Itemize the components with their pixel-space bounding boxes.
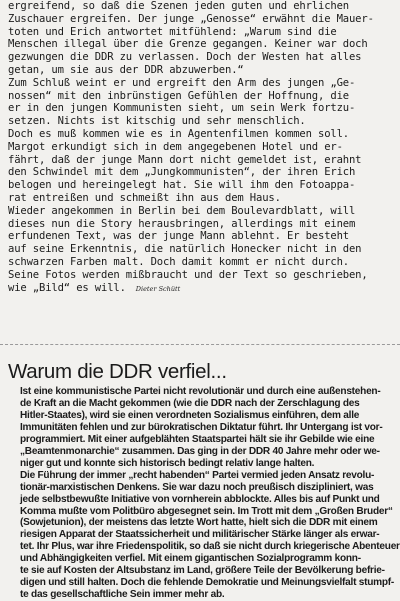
article-line: Hitler-Staates), wird sie einen verordneten Sozialismus einführen, dem alle [20, 409, 360, 421]
article-line: te das gesellschaftliche Sein immer mehr ab. [20, 589, 225, 601]
review-line: erfundenen Text, was der junge Mann ablehnt. Er besteht [8, 230, 349, 243]
section-divider [0, 344, 400, 345]
review-text-block [8, 0, 396, 295]
review-line: Zum Schluß weint er und ergreift den Arm des jungen „Ge- [8, 76, 356, 89]
article-section [0, 360, 400, 601]
review-line: toten und Erich antwortet mitfühlend: „Warum sind die [8, 25, 337, 38]
review-line: setzen. Nichts ist kitschig und sehr menschlich. [8, 115, 306, 128]
article-line: und Abhängigkeiten verfiel. Mit einem gigantischen Sozialprogramm konn- [20, 553, 361, 565]
review-line: belogen und hereingelegt hat. Sie will ihm den Fotoappa- [8, 179, 356, 192]
review-line: gezwungen die DDR zu verlassen. Doch der Westen hat alles [8, 51, 362, 64]
article-headline: Warum die DDR verfiel... [8, 360, 227, 383]
article-line: te sie auf Kosten der Altsubstanz im Land, größere Teile der Bevölkerung befrie- [20, 565, 385, 577]
article-line: Ist eine kommunistische Partei nicht revolutionär und durch eine außenstehen- [20, 386, 381, 397]
article-line: jede selbstbewußte Initiative von vornherein abblockte. Alles bis auf Punkt und [20, 493, 380, 505]
article-body [20, 386, 400, 601]
article-line: niger gut und konnte sich historisch bedingt relativ lange halten. [20, 457, 315, 469]
article-line: tionär-marxistischen Denkens. Sie war dazu noch preußisch diszipliniert, was [20, 481, 374, 493]
review-line: er in den jungen Kommunisten sieht, um sein Werk fortzu- [8, 102, 356, 115]
review-line: den Schwindel mit dem „Jungkommunisten“, der ihren Erich [8, 166, 356, 179]
review-closing-text: wie „Bild“ es will. [8, 281, 126, 294]
review-line: fährt, daß der junge Mann dort nicht gemeldet ist, erahnt [8, 153, 362, 166]
article-line: tet. Ihr Plus, war ihre Friedenspolitik, so daß sie nicht durch kriegerische Abenteuer [20, 541, 400, 553]
article-line: Immunitäten fehlen und zur bürokratischen Diktatur führt. Ihr Untergang ist vor- [20, 421, 383, 433]
review-line: schwarzen Farben malt. Doch damit kommt er nicht durch. [8, 255, 349, 268]
review-line: ergreifend, so daß die Szenen jeden guten und ehrlichen [8, 0, 349, 12]
article-line: Die Führung der immer „recht habenden“ Partei vermied jeden Ansatz revolu- [20, 469, 375, 481]
review-line: Margot erkundigt sich in dem angegebenen Hotel und er- [8, 140, 343, 153]
review-line: Seine Fotos werden mißbraucht und der Text so geschrieben, [8, 268, 368, 281]
article-line: (Sowjetunion), der meistens das letzte Wort hatte, hielt sich die DDR mit einem [20, 517, 378, 529]
article-line: digen und still halten. Doch die fehlende Demokratie und Meinungsvielfalt stumpf- [20, 577, 395, 589]
article-line: Komma mußte vom Politbüro abgesegnet sein. Im Trott mit dem „Großen Bruder“ [20, 505, 393, 517]
review-last-line [8, 282, 396, 296]
article-line: programmiert. Mit einer aufgeblähten Staatspartei hält sie ihr Gebilde wie eine [20, 433, 375, 445]
review-line: Doch es muß kommen wie es in Agentenfilmen kommen soll. [8, 127, 349, 140]
review-line: auf seine Erkenntnis, die natürlich Honecker nicht in den [8, 243, 362, 256]
article-line: riesigen Apparat der Staatssicherheit und militärischer Stärke länger als erwar- [20, 529, 380, 541]
review-line: nossen“ mit den inbrünstigen Gefühlen der Hoffnung, die [8, 89, 349, 102]
article-line: „Beamtenmonarchie“ zusammen. Das ging in der DDR 40 Jahre mehr oder we- [20, 445, 380, 457]
review-line: Wieder angekommen in Berlin bei dem Boulevardblatt, will [8, 204, 356, 217]
review-line: Menschen illegal über die Grenze gegangen. Keiner war doch [8, 38, 368, 51]
review-line: Zuschauer ergreifen. Der junge „Genosse“ erwähnt die Mauer- [8, 12, 374, 25]
author-signature: Dieter Schütt [135, 284, 181, 293]
review-line: rat entreißen und schmeißt ihn aus dem Haus. [8, 191, 281, 204]
review-line: getan, um sie aus der DDR abzuwerben.“ [8, 63, 244, 76]
article-line: de Kraft an die Macht gekommen (wie die DDR nach der Zerschlagung des [20, 397, 360, 409]
review-line: dieses nun die Story herausbringen, allerdings mit einem [8, 217, 356, 230]
